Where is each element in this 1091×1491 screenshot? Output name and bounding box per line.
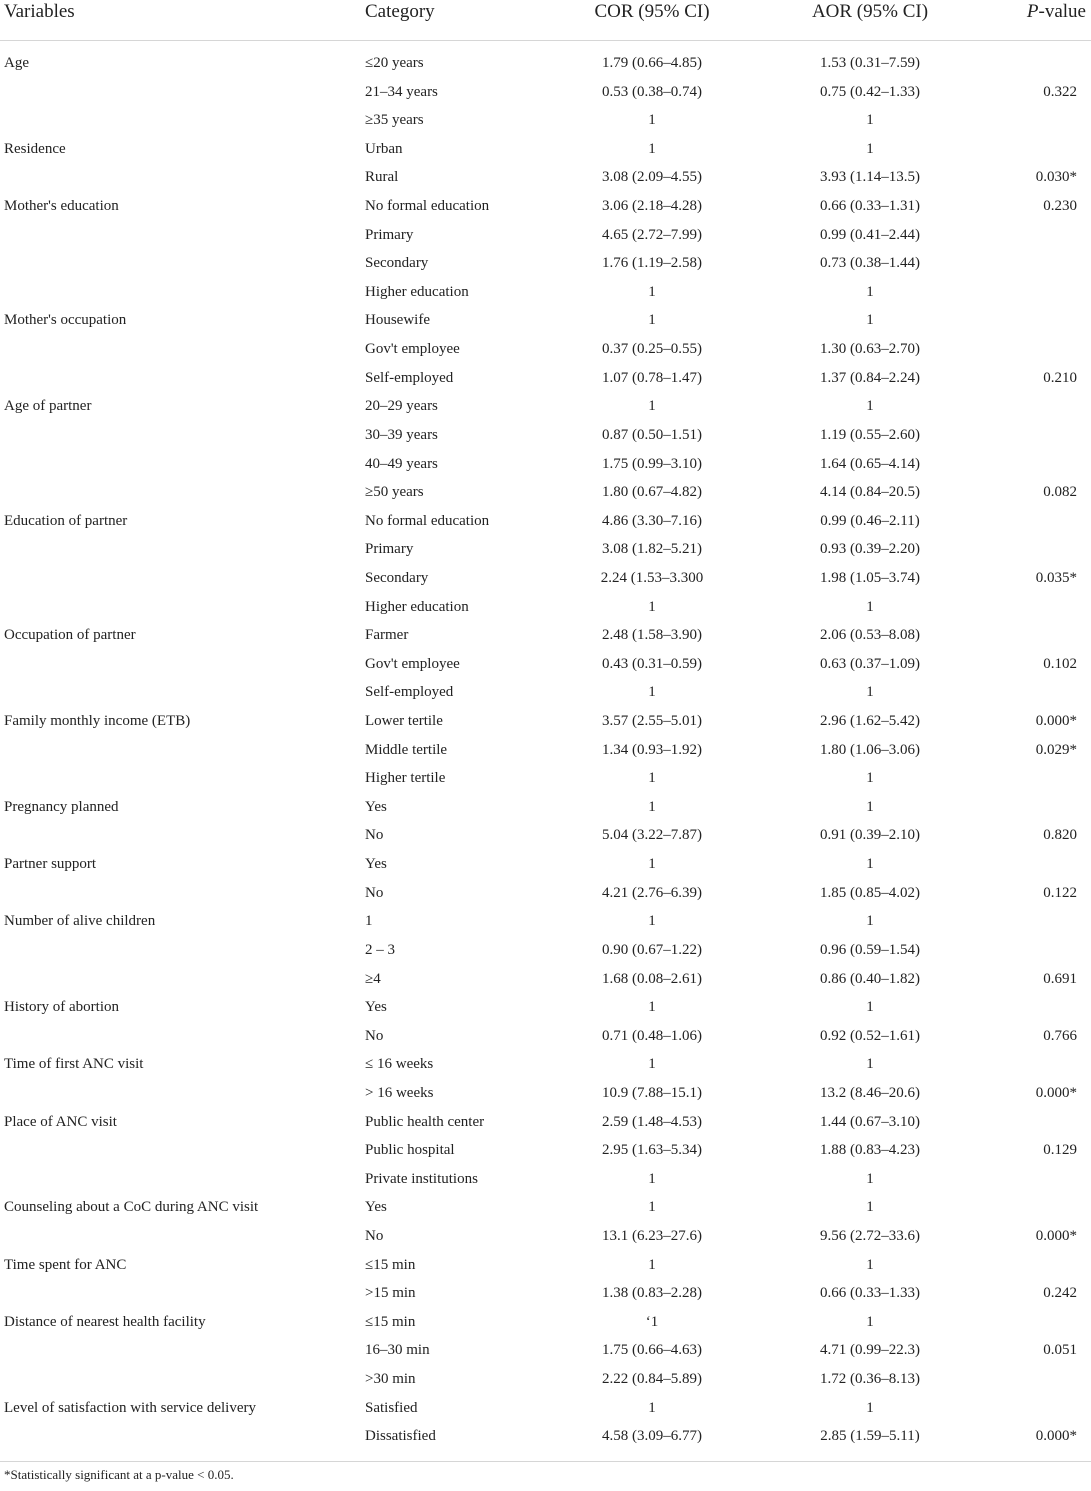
row-category: ≤15 min xyxy=(365,1313,416,1330)
row-aor: 1 xyxy=(866,598,874,615)
row-cor: 0.87 (0.50–1.51) xyxy=(602,426,702,443)
row-cor: 13.1 (6.23–27.6) xyxy=(602,1227,702,1244)
row-aor: 1 xyxy=(866,112,874,129)
row-aor: 1.80 (1.06–3.06) xyxy=(820,741,920,758)
row-variable: Occupation of partner xyxy=(4,627,136,644)
row-p-value: 0.766 xyxy=(1043,1027,1077,1044)
row-aor: 1 xyxy=(866,856,874,873)
row-cor: 1.34 (0.93–1.92) xyxy=(602,741,702,758)
row-category: 1 xyxy=(365,913,373,930)
row-category: Dissatisfied xyxy=(365,1428,436,1445)
table-row xyxy=(0,1395,1091,1424)
row-cor: 1 xyxy=(648,398,656,415)
table-row xyxy=(0,1166,1091,1195)
row-category: Self-employed xyxy=(365,369,454,386)
row-category: Yes xyxy=(365,856,387,873)
row-category: Satisfied xyxy=(365,1399,418,1416)
row-p-value: 0.035* xyxy=(1035,569,1077,586)
table-row xyxy=(0,1051,1091,1080)
row-cor: 3.08 (2.09–4.55) xyxy=(602,169,702,186)
row-aor: 1 xyxy=(866,913,874,930)
row-cor: 4.86 (3.30–7.16) xyxy=(602,512,702,529)
table-row xyxy=(0,1023,1091,1052)
table-row xyxy=(0,307,1091,336)
row-category: No xyxy=(365,1227,384,1244)
row-aor: 1 xyxy=(866,999,874,1016)
table-row xyxy=(0,250,1091,279)
row-aor: 4.71 (0.99–22.3) xyxy=(820,1342,920,1359)
row-variable: Partner support xyxy=(4,856,97,873)
row-category: Yes xyxy=(365,1199,387,1216)
row-cor: 4.58 (3.09–6.77) xyxy=(602,1428,702,1445)
table-row xyxy=(0,50,1091,79)
footer-divider xyxy=(0,1461,1091,1462)
row-category: Secondary xyxy=(365,255,429,272)
row-category: Higher tertile xyxy=(365,770,446,787)
row-p-value: 0.029* xyxy=(1035,741,1077,758)
row-aor: 1 xyxy=(866,798,874,815)
row-variable: History of abortion xyxy=(4,999,119,1016)
table-row xyxy=(0,1223,1091,1252)
row-aor: 2.06 (0.53–8.08) xyxy=(820,627,920,644)
row-aor: 3.93 (1.14–13.5) xyxy=(820,169,920,186)
row-p-value: 0.691 xyxy=(1043,970,1077,987)
row-variable: Counseling about a CoC during ANC visit xyxy=(4,1199,259,1216)
row-p-value: 0.322 xyxy=(1043,83,1077,100)
row-cor: 1 xyxy=(648,684,656,701)
row-cor: 2.22 (0.84–5.89) xyxy=(602,1371,702,1388)
row-category: Rural xyxy=(365,169,399,186)
row-cor: 1 xyxy=(648,856,656,873)
table-row xyxy=(0,1337,1091,1366)
row-category: Self-employed xyxy=(365,684,454,701)
row-cor: 0.53 (0.38–0.74) xyxy=(602,83,702,100)
row-category: Farmer xyxy=(365,627,409,644)
row-cor: 1 xyxy=(648,1256,656,1273)
row-cor: 4.65 (2.72–7.99) xyxy=(602,226,702,243)
row-aor: 1.64 (0.65–4.14) xyxy=(820,455,920,472)
row-aor: 1.72 (0.36–8.13) xyxy=(820,1371,920,1388)
row-aor: 2.85 (1.59–5.11) xyxy=(820,1428,920,1445)
row-p-value: 0.230 xyxy=(1043,198,1077,215)
row-cor: 1 xyxy=(648,283,656,300)
header-aor: AOR (95% CI) xyxy=(811,1,929,22)
table-header xyxy=(0,0,1091,41)
row-category: No xyxy=(365,1027,384,1044)
row-p-value: 0.000* xyxy=(1035,1227,1077,1244)
table-row xyxy=(0,708,1091,737)
row-category: ≤20 years xyxy=(365,55,424,71)
row-variable: Place of ANC visit xyxy=(4,1113,117,1130)
row-variable: Mother's occupation xyxy=(4,312,127,329)
table-row xyxy=(0,107,1091,136)
row-p-value: 0.820 xyxy=(1043,827,1077,844)
row-aor: 1.88 (0.83–4.23) xyxy=(820,1142,920,1159)
row-aor: 0.93 (0.39–2.20) xyxy=(820,541,920,558)
row-category: Gov't employee xyxy=(365,655,460,672)
table-row xyxy=(0,594,1091,623)
table-row xyxy=(0,765,1091,794)
table-row xyxy=(0,365,1091,394)
row-aor: 0.99 (0.41–2.44) xyxy=(820,226,920,243)
row-variable: Number of alive children xyxy=(4,913,156,930)
row-cor: 3.06 (2.18–4.28) xyxy=(602,198,702,215)
row-aor: 1.19 (0.55–2.60) xyxy=(820,426,920,443)
row-aor: 0.86 (0.40–1.82) xyxy=(820,970,920,987)
table-row xyxy=(0,1109,1091,1138)
row-cor: 1.68 (0.08–2.61) xyxy=(602,970,702,987)
row-aor: 9.56 (2.72–33.6) xyxy=(820,1227,920,1244)
table-footnote: *Statistically significant at a p-value < 0.05. xyxy=(4,1467,234,1482)
row-p-value: 0.102 xyxy=(1043,655,1077,672)
table-row xyxy=(0,79,1091,108)
row-cor: 1 xyxy=(648,1199,656,1216)
row-variable: Age of partner xyxy=(4,398,92,415)
row-category: 40–49 years xyxy=(365,455,438,472)
row-p-value: 0.030* xyxy=(1035,169,1077,186)
table-row xyxy=(0,193,1091,222)
row-category: Higher education xyxy=(365,283,469,300)
row-category: Yes xyxy=(365,999,387,1016)
table-row xyxy=(0,336,1091,365)
row-aor: 1 xyxy=(866,1056,874,1073)
row-aor: 0.96 (0.59–1.54) xyxy=(820,941,920,958)
row-cor: 10.9 (7.88–15.1) xyxy=(602,1084,702,1101)
row-p-value: 0.000* xyxy=(1035,1084,1077,1101)
row-cor: 1 xyxy=(648,770,656,787)
row-cor: 1 xyxy=(648,112,656,129)
table-row xyxy=(0,994,1091,1023)
table-row xyxy=(0,1080,1091,1109)
table-row xyxy=(0,622,1091,651)
row-cor: 5.04 (3.22–7.87) xyxy=(602,827,702,844)
row-cor: 1 xyxy=(648,798,656,815)
row-category: Public hospital xyxy=(365,1142,455,1159)
row-aor: 1 xyxy=(866,684,874,701)
row-category: No formal education xyxy=(365,512,490,529)
row-category: 30–39 years xyxy=(365,426,438,443)
table-row xyxy=(0,422,1091,451)
row-cor: 1.38 (0.83–2.28) xyxy=(602,1285,702,1302)
row-category: Public health center xyxy=(365,1113,485,1130)
row-category: No formal education xyxy=(365,198,490,215)
row-aor: 1.37 (0.84–2.24) xyxy=(820,369,920,386)
row-category: Primary xyxy=(365,226,414,243)
row-aor: 0.91 (0.39–2.10) xyxy=(820,827,920,844)
row-p-value: 0.000* xyxy=(1035,713,1077,730)
row-aor: 2.96 (1.62–5.42) xyxy=(820,713,920,730)
table-row xyxy=(0,279,1091,308)
row-aor: 1 xyxy=(866,770,874,787)
row-aor: 1 xyxy=(866,398,874,415)
header-p-value xyxy=(1027,1,1086,23)
row-cor: 1 xyxy=(648,598,656,615)
row-aor: 1 xyxy=(866,1199,874,1216)
row-aor: 1 xyxy=(866,1170,874,1187)
row-variable: Level of satisfaction with service delivery xyxy=(4,1399,256,1416)
row-aor: 0.99 (0.46–2.11) xyxy=(820,512,920,529)
table-row xyxy=(0,451,1091,480)
table-row xyxy=(0,393,1091,422)
row-cor: 3.57 (2.55–5.01) xyxy=(602,713,702,730)
row-category: > 16 weeks xyxy=(365,1084,434,1101)
table-row xyxy=(0,908,1091,937)
row-aor: 1.44 (0.67–3.10) xyxy=(820,1113,920,1130)
row-variable: Mother's education xyxy=(4,198,119,215)
row-aor: 1 xyxy=(866,140,874,157)
row-cor: 1 xyxy=(648,312,656,329)
table-row xyxy=(0,679,1091,708)
row-variable: Family monthly income (ETB) xyxy=(4,713,191,730)
row-aor: 0.63 (0.37–1.09) xyxy=(820,655,920,672)
row-aor: 1.53 (0.31–7.59) xyxy=(820,55,920,71)
row-category: ≥35 years xyxy=(365,112,424,129)
row-variable: Distance of nearest health facility xyxy=(4,1313,206,1330)
row-category: No xyxy=(365,827,384,844)
table-row xyxy=(0,794,1091,823)
row-category: >30 min xyxy=(365,1371,416,1388)
table-row xyxy=(0,851,1091,880)
table-row xyxy=(0,479,1091,508)
row-category: ≥4 xyxy=(365,970,381,987)
row-cor: 1 xyxy=(648,1056,656,1073)
row-p-value: 0.122 xyxy=(1043,884,1077,901)
row-cor: ‘1 xyxy=(645,1313,659,1330)
row-cor: 1.75 (0.66–4.63) xyxy=(602,1342,702,1359)
row-cor: 0.43 (0.31–0.59) xyxy=(602,655,702,672)
table-row xyxy=(0,565,1091,594)
table-row xyxy=(0,508,1091,537)
header-p-italic: P xyxy=(1026,1,1039,22)
table-row xyxy=(0,651,1091,680)
row-aor: 1.30 (0.63–2.70) xyxy=(820,341,920,358)
row-p-value: 0.210 xyxy=(1043,369,1077,386)
row-cor: 2.48 (1.58–3.90) xyxy=(602,627,702,644)
row-variable: Residence xyxy=(4,140,66,157)
row-cor: 1.07 (0.78–1.47) xyxy=(602,369,702,386)
row-variable: Education of partner xyxy=(4,512,128,529)
row-cor: 1 xyxy=(648,1399,656,1416)
row-cor: 1.76 (1.19–2.58) xyxy=(602,255,702,272)
row-category: Gov't employee xyxy=(365,341,460,358)
table-row xyxy=(0,1366,1091,1395)
row-category: Lower tertile xyxy=(365,713,443,730)
header-variables: Variables xyxy=(4,1,75,22)
row-variable: Time of first ANC visit xyxy=(4,1056,144,1073)
row-category: ≤15 min xyxy=(365,1256,416,1273)
row-cor: 1 xyxy=(648,913,656,930)
row-category: ≥50 years xyxy=(365,484,424,501)
row-category: 20–29 years xyxy=(365,398,438,415)
row-cor: 1.80 (0.67–4.82) xyxy=(602,484,702,501)
table-row xyxy=(0,937,1091,966)
row-category: >15 min xyxy=(365,1285,416,1302)
table-row xyxy=(0,222,1091,251)
table-row xyxy=(0,822,1091,851)
row-cor: 2.59 (1.48–4.53) xyxy=(602,1113,702,1130)
row-aor: 1.98 (1.05–3.74) xyxy=(820,569,920,586)
row-category: Housewife xyxy=(365,312,430,329)
row-category: 21–34 years xyxy=(365,83,438,100)
row-category: ≤ 16 weeks xyxy=(365,1056,434,1073)
row-aor: 1 xyxy=(866,1313,874,1330)
table-row xyxy=(0,164,1091,193)
row-cor: 0.90 (0.67–1.22) xyxy=(602,941,702,958)
row-aor: 1 xyxy=(866,312,874,329)
row-category: Primary xyxy=(365,541,414,558)
table-row xyxy=(0,1423,1091,1452)
table-row xyxy=(0,880,1091,909)
row-p-value: 0.242 xyxy=(1043,1285,1077,1302)
row-p-value: 0.129 xyxy=(1043,1142,1077,1159)
row-aor: 4.14 (0.84–20.5) xyxy=(820,484,920,501)
row-category: Secondary xyxy=(365,569,429,586)
row-cor: 0.71 (0.48–1.06) xyxy=(602,1027,702,1044)
table-row xyxy=(0,1252,1091,1281)
row-cor: 1.79 (0.66–4.85) xyxy=(602,55,702,71)
row-variable: Pregnancy planned xyxy=(4,798,119,815)
row-cor: 3.08 (1.82–5.21) xyxy=(602,541,702,558)
row-aor: 1.85 (0.85–4.02) xyxy=(820,884,920,901)
row-cor: 2.24 (1.53–3.300 xyxy=(600,569,704,586)
header-cor: COR (95% CI) xyxy=(594,1,710,22)
row-aor: 1 xyxy=(866,283,874,300)
row-p-value: 0.051 xyxy=(1043,1342,1077,1359)
row-aor: 0.66 (0.33–1.31) xyxy=(820,198,920,215)
row-category: Middle tertile xyxy=(365,741,448,758)
table-row xyxy=(0,1309,1091,1338)
table-row xyxy=(0,737,1091,766)
row-category: Private institutions xyxy=(365,1170,478,1187)
row-p-value: 0.000* xyxy=(1035,1428,1077,1445)
header-p-rest: -value xyxy=(1038,1,1086,22)
row-variable: Age xyxy=(4,55,29,71)
row-cor: 1 xyxy=(648,140,656,157)
row-cor: 2.95 (1.63–5.34) xyxy=(602,1142,702,1159)
row-aor: 1 xyxy=(866,1256,874,1273)
row-aor: 0.92 (0.52–1.61) xyxy=(820,1027,920,1044)
table-row xyxy=(0,536,1091,565)
table-body xyxy=(0,50,1091,1452)
row-aor: 1 xyxy=(866,1399,874,1416)
row-aor: 0.66 (0.33–1.33) xyxy=(820,1285,920,1302)
row-cor: 1 xyxy=(648,999,656,1016)
row-category: No xyxy=(365,884,384,901)
table-row xyxy=(0,1280,1091,1309)
row-category: 2 – 3 xyxy=(365,941,395,958)
row-cor: 0.37 (0.25–0.55) xyxy=(602,341,702,358)
table-row xyxy=(0,1137,1091,1166)
header-category: Category xyxy=(365,1,435,22)
row-cor: 1 xyxy=(648,1170,656,1187)
row-cor: 4.21 (2.76–6.39) xyxy=(602,884,702,901)
row-category: Urban xyxy=(365,140,403,157)
row-cor: 1.75 (0.99–3.10) xyxy=(602,455,702,472)
table-row xyxy=(0,136,1091,165)
row-category: Yes xyxy=(365,798,387,815)
row-aor: 0.73 (0.38–1.44) xyxy=(820,255,920,272)
row-category: Higher education xyxy=(365,598,469,615)
row-p-value: 0.082 xyxy=(1043,484,1077,501)
table-row xyxy=(0,966,1091,995)
row-aor: 0.75 (0.42–1.33) xyxy=(820,83,920,100)
row-aor: 13.2 (8.46–20.6) xyxy=(820,1084,920,1101)
table-row xyxy=(0,1194,1091,1223)
row-category: 16–30 min xyxy=(365,1342,430,1359)
row-variable: Time spent for ANC xyxy=(4,1256,127,1273)
